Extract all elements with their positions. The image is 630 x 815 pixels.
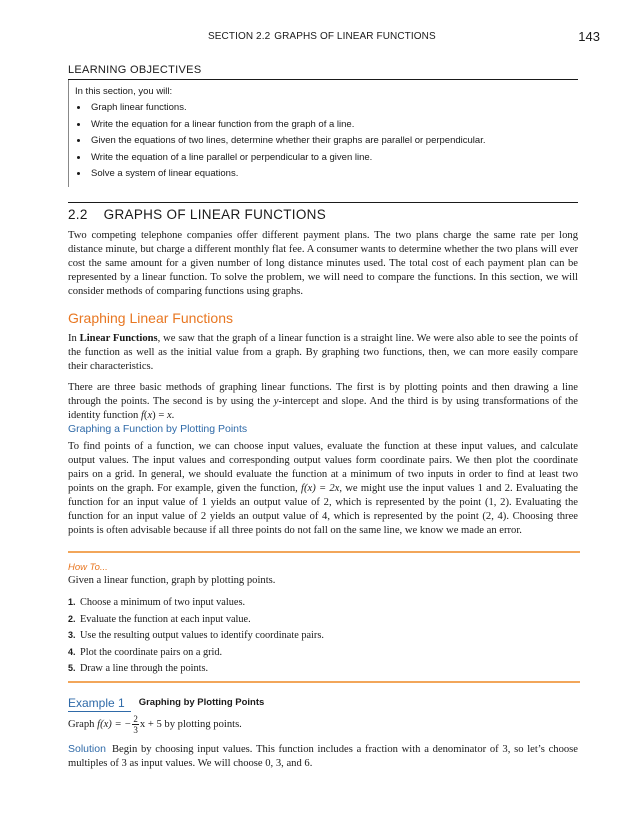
how-to-step: 1. Choose a minimum of two input values. [68, 597, 246, 608]
section-heading [68, 202, 578, 222]
how-to-steps [68, 597, 324, 680]
heading-graphing-linear-functions: Graphing Linear Functions [68, 310, 233, 326]
how-to-step: 5. Draw a line through the points. [68, 663, 209, 674]
example-solution: Solution Begin by choosing input values. This function includes a fraction with a denominator of 3, so let’s choose multiples of 3 as input values. We will choose 0, 3, and 6. [68, 743, 578, 769]
objective-item: • Write the equation for a linear function from the graph of a line. [89, 119, 578, 130]
section-number: 2.2 [68, 207, 88, 222]
section-intro: Two competing telephone companies offer different payment plans. The two plans charge the same rate per long distance minute, but charge a different monthly flat fee. A consumer wants to determine whether the two plans will ever cost the same amount for a given number of long distance minutes used. The total cost of each payment plan can be represented by a linear function. To solve the problem, we will need to compare the functions. In this section, we will consider methods of comparing functions using graphs. [68, 230, 578, 297]
how-to-intro: Given a linear function, graph by plotting points. [68, 575, 276, 586]
objective-item: • Write the equation of a line parallel or perpendicular to a given line. [89, 152, 578, 163]
example-problem: Graph f(x) = − $\frac{2}{3}$ x + 5 by plotting points. [68, 714, 242, 735]
fraction: $\frac{2}{3}$ [133, 714, 138, 735]
header-section: SECTION 2.2 GRAPHS OF LINEAR FUNCTIONS [208, 31, 436, 42]
section-title: GRAPHS OF LINEAR FUNCTIONS [103, 207, 326, 222]
page-number: 143 [578, 29, 600, 44]
paragraph-plotting-points: To find points of a function, we can choose input values, evaluate the function at these input values, and calculate output values. The input values and corresponding output values form coordinate pairs. We then plot the coordinate pairs on a grid. In general, we should evaluate the function at a minimum of two inputs in order to find at least two points on the graph. For example, given the function, f(x) = 2x, we might use the input values 1 and 2. Evaluating the function for an input value of 1 yields an output value of 2, which is represented by the point (1, 2). Evaluating the function for an input value of 2 yields an output value of 4, which is represented by the point (2, 4). Choosing three points is often advisable because if all three points do not fall on the same line, we know we made an error. [68, 441, 578, 536]
learning-objectives-title: LEARNING OBJECTIVES [68, 64, 578, 80]
objective-item: • Solve a system of linear equations. [89, 168, 578, 179]
learning-objectives [68, 64, 578, 187]
how-to-label: How To... [68, 562, 108, 573]
objective-item: • Given the equations of two lines, determine whether their graphs are parallel or perpendicular. [89, 135, 578, 146]
how-to-step: 2. Evaluate the function at each input value. [68, 613, 251, 625]
subheading-plotting-points: Graphing a Function by Plotting Points [68, 423, 248, 435]
learning-objectives-box [68, 80, 578, 187]
how-to-step: 3. Use the resulting output values to identify coordinate pairs. [68, 630, 324, 641]
learning-objectives-intro: In this section, you will: [75, 86, 173, 97]
how-to-step: 4. Plot the coordinate pairs on a grid. [68, 646, 223, 658]
paragraph-three-methods: There are three basic methods of graphing linear functions. The first is by plotting points and then drawing a line through the points. The second is by using the y-intercept and slope. And the third is by using transformations of the identity function f(x) = x. [68, 382, 578, 421]
example-heading [68, 694, 580, 712]
objective-item: • Graph linear functions. [89, 102, 578, 113]
running-header [0, 31, 630, 47]
how-to-box [68, 551, 580, 683]
example-label: Example 1 [68, 696, 131, 712]
objectives-list [75, 102, 578, 179]
link-linear-functions: Linear Functions [79, 333, 158, 344]
paragraph-linear-functions: In Linear Functions, we saw that the graph of a linear function is a straight line. We were also able to see the points of the function as well as the initial value from a graph. By graphing two functions, then, we can more easily compare their characteristics. [68, 333, 578, 372]
solution-label: Solution [68, 743, 106, 755]
example-title: Graphing by Plotting Points [138, 697, 265, 708]
